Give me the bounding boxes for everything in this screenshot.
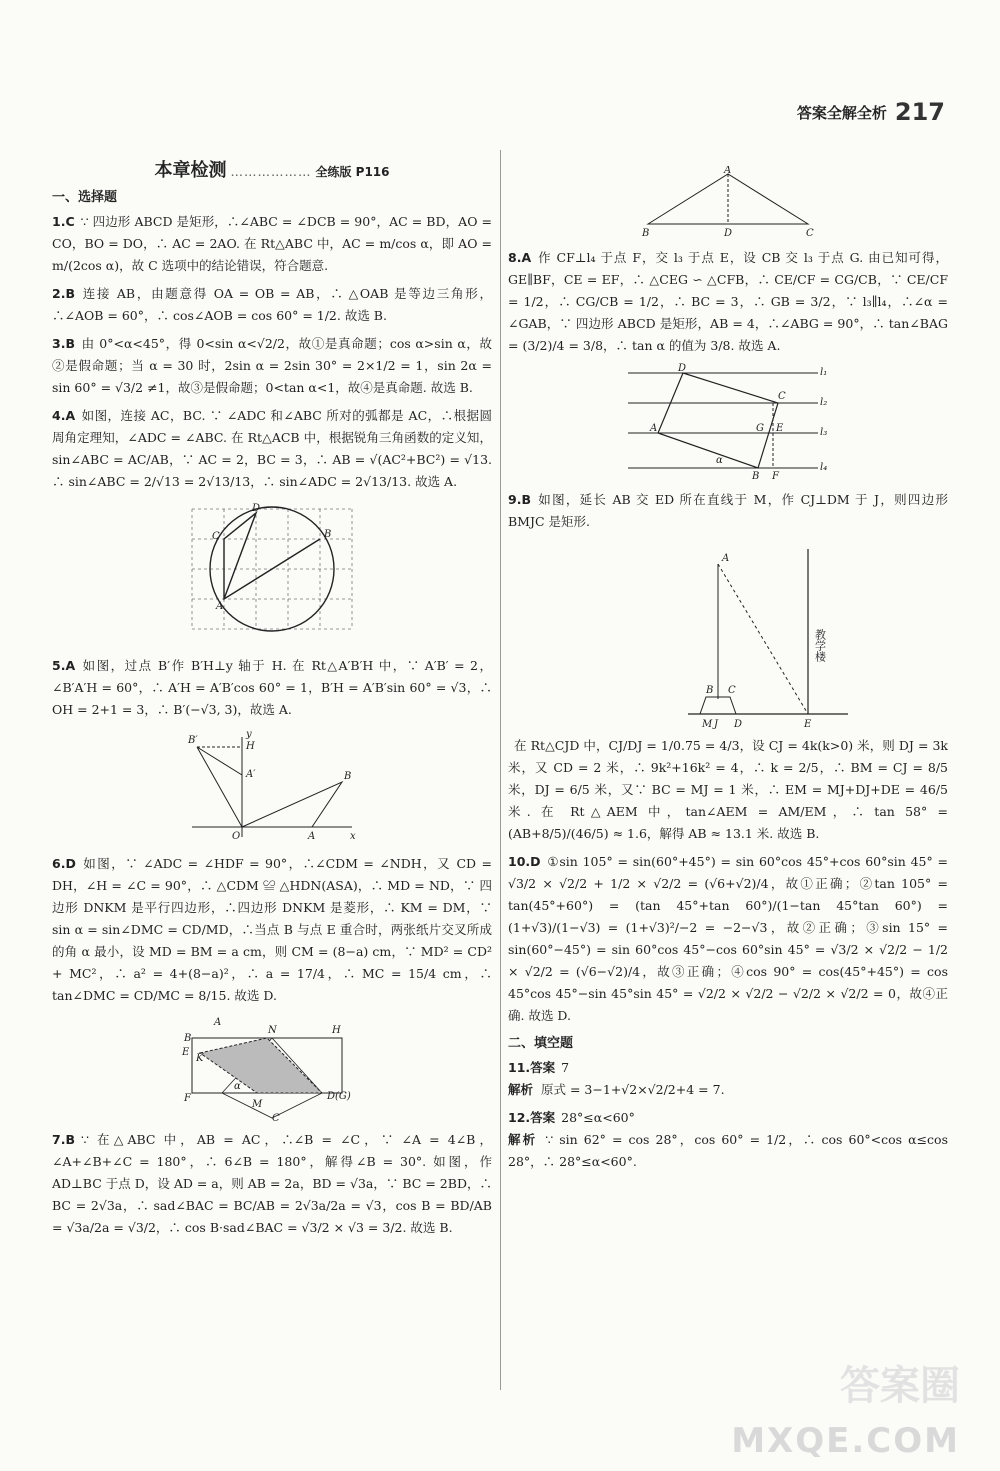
item-text: 作 CF⊥l₄ 于点 F，交 l₃ 于点 E，设 CB 交 l₃ 于点 G. 由已知可得，GE∥BF，CE = EF，∴ △CEG ∽ △CFB，∴ CE/CF = CG/CB，∵ CE/CF = 1/2，∴ CG/CB = 1/2，∴ BC = 3，∴ GB = 3/2，∵ l₃∥l₄，∴∠α = ∠GAB，∵ 四边形 ABCD 是矩形，AB = 4，∴∠ABG = 90°，∴ tan∠BAG = (3/2)/4 = 3/8，∴ tan α 的值为 3/8. 故选 A. [508, 250, 948, 353]
item-text: ∵ 在△ABC 中，AB = AC，∴∠B = ∠C，∵ ∠A = 4∠B，∠A+∠B+∠C = 180°，∴ 6∠B = 180°，解得∠B = 30°. 如图，作 AD⊥BC 于点 D，设 AD = a，则 AB = 2a，BD = √3a，∵ BC = 2BD，∴ BC = 2√3a，∴ sad∠BAC = BC/AB = 2√3a/2a = √3，cos B = BD/AB = √3a/2a = √3/2，∴ cos B·sad∠BAC = √3/2 × √3 = 3/2. 故选 B. [52, 1132, 492, 1235]
strips-figure [172, 1013, 372, 1123]
item-answer: 7 [561, 1060, 570, 1075]
label-B: B [752, 471, 760, 482]
label-O: O [232, 831, 241, 842]
item-text: 由 0°<α<45°，得 0<sin α<√2/2，故①是真命题；cos α>sin α，故②是假命题；当 α = 30 时，2sin α = 2sin 30° = 2×1/2 = 1，sin 2α = sin 60° = √3/2 ≠1，故③是假命题；0<tan α<1，故④是真命题. 故选 B. [52, 336, 492, 395]
label-G: G [756, 423, 764, 434]
item-number: 11.答案 [508, 1060, 556, 1075]
circle-grid-figure [182, 499, 362, 649]
answer-item [52, 333, 492, 399]
answer-item [508, 851, 948, 1027]
label-B: B [324, 529, 332, 540]
building-figure [598, 539, 858, 729]
label-H: H [246, 741, 255, 752]
label-A: A [724, 166, 732, 176]
answer-item [52, 853, 492, 1007]
answer-item [52, 211, 492, 277]
fill-item [508, 1107, 948, 1173]
label-x: x [350, 831, 356, 842]
label-alpha: α [716, 455, 723, 466]
item-number: 10.D [508, 854, 541, 869]
label-B: B [706, 685, 714, 696]
label-F: F [184, 1093, 191, 1104]
page-number: 217 [894, 98, 945, 126]
section-heading: 二、填空题 [508, 1036, 574, 1051]
label-A: A [214, 1017, 222, 1028]
chapter-title-text: 本章检测 [154, 160, 227, 181]
label-alpha: α [234, 1081, 241, 1092]
item-number: 12.答案 [508, 1110, 556, 1125]
label-C: C [806, 228, 814, 239]
label-C: C [212, 531, 220, 542]
right-column [508, 160, 948, 1179]
page-header [797, 98, 945, 126]
label-B: B [344, 771, 352, 782]
label-DG: D(G) [327, 1091, 351, 1102]
item-text: ①sin 105° = sin(60°+45°) = sin 60°cos 45°+cos 60°sin 45° = √3/2 × √2/2 + 1/2 × √2/2 = (√6+√2)/4，故①正确；②tan 105° = tan(45°+60°) = (tan 45°+tan 60°)/(1−tan 45°tan 60°) = (1+√3)/(1−√3) = (1+√3)²/−2 = −2−√3，故②正确；③sin 15° = sin(60°−45°) = sin 60°cos 45°−cos 60°sin 45° = √3/2 × √2/2 − 1/2 × √2/2 = (√6−√2)/4，故③正确；④cos 90° = cos(45°+45°) = cos 45°cos 45°−sin 45°sin 45° = √2/2 × √2/2 − √2/2 × √2/2 = 0，故④正确. 故选 D. [508, 854, 948, 1023]
item-number: 3.B [52, 336, 75, 351]
label-Ap: A′ [246, 769, 256, 780]
chapter-ref: 全练版 P116 [315, 165, 390, 179]
watermark-url: MXQE.COM [731, 1421, 960, 1461]
parallel-lines-figure [618, 363, 838, 483]
label-F: F [772, 471, 779, 482]
answer-item [508, 247, 948, 357]
header-title: 答案全解全析 [796, 103, 887, 122]
item-text: ∵ 四边形 ABCD 是矩形，∴∠ABC = ∠DCB = 90°，AC = BD，AO = CO，BO = DO，∴ AC = 2AO. 在 Rt△ABC 中，AC = m/cos α，即 AO = m/(2cos α)，故 C 选项中的结论错误，符合题意. [52, 214, 492, 273]
item-number: 9.B [508, 492, 531, 507]
label-A: A [722, 553, 730, 564]
answer-item [52, 1129, 492, 1239]
section-heading: 一、选择题 [52, 190, 118, 205]
chapter-dots: ……………… [230, 164, 312, 179]
label-D: D [678, 363, 687, 374]
left-column [52, 160, 492, 1245]
item-text: 如图，延长 AB 交 ED 所在直线于 M，作 CJ⊥DM 于 J，则四边形 BMJC 是矩形. [508, 492, 948, 529]
item-label: 解析 [508, 1132, 538, 1147]
item-number: 1.C [52, 214, 75, 229]
label-N: N [268, 1025, 277, 1036]
label-D: D [734, 719, 743, 729]
label-D: D [724, 228, 733, 239]
label-l2: l₂ [820, 397, 828, 408]
fill-item [508, 1057, 948, 1101]
label-M: M [252, 1099, 263, 1110]
item-text: 原式 = 3−1+√2×√2/2+4 = 7. [541, 1082, 725, 1097]
label-y: y [246, 729, 252, 740]
item-number: 6.D [52, 856, 76, 871]
answer-item [52, 655, 492, 721]
label-B: B [184, 1033, 192, 1044]
item-text: ∵ sin 62° = cos 28°，cos 60° = 1/2，∴ cos 60°<cos α≤cos 28°，∴ 28°≤α<60°. [508, 1132, 948, 1169]
item-number: 2.B [52, 286, 75, 301]
label-l1: l₁ [820, 367, 828, 378]
triangle-figure [628, 166, 828, 241]
item-text: 如图，连接 AC，BC. ∵ ∠ADC 和∠ABC 所对的弧都是 AC，∴根据圆周角定理知，∠ADC = ∠ABC. 在 Rt△ACB 中，根据锐角三角函数的定义知，sin∠ABC = AC/AB，∵ AC = 2，BC = 3，∴ AB = √(AC²+BC²) = √13. ∴ sin∠ABC = 2/√13 = 2√13/13，∴ sin∠ADC = 2√13/13. 故选 A. [52, 408, 492, 489]
label-J: J [714, 719, 719, 729]
label-M: M [702, 719, 713, 729]
item-text: 连接 AB，由题意得 OA = OB = AB，∴ △OAB 是等边三角形，∴∠AOB = 60°，∴ cos∠AOB = cos 60° = 1/2. 故选 B. [52, 286, 492, 323]
item-text: 在 Rt△CJD 中，CJ/DJ = 1/0.75 = 4/3，设 CJ = 4k(k>0) 米，则 DJ = 3k 米，又 CD = 2 米，∴ 9k²+16k² = 4，∴ k = 2/5，∴ BM = CJ = 8/5 米，DJ = 6/5 米，又∵ BC = MJ = 1 米，∴ EM = MJ+DJ+DE = 46/5 米. 在 Rt△AEM 中，tan∠AEM = AM/EM，∴ tan 58° = (AB+8/5)/(46/5) ≈ 1.6，解得 AB ≈ 13.1 米. 故选 B. [508, 738, 948, 841]
label-B: B [642, 228, 650, 239]
answer-item [508, 489, 948, 533]
chapter-title [52, 160, 492, 183]
label-l4: l₄ [820, 462, 828, 473]
label-C: C [272, 1113, 280, 1123]
label-C: C [728, 685, 736, 696]
label-E: E [776, 423, 784, 434]
answer-item [52, 405, 492, 493]
item-label: 解析 [508, 1082, 534, 1097]
label-A: A [308, 831, 316, 842]
label-E: E [182, 1047, 190, 1058]
answer-item [52, 283, 492, 327]
label-C: C [778, 391, 786, 402]
item-answer: 28°≤α<60° [561, 1110, 635, 1125]
label-K: K [196, 1053, 204, 1064]
item-text: 如图，过点 B′作 B′H⊥y 轴于 H. 在 Rt△A′B′H 中，∵ A′B′ = 2，∠B′A′H = 60°，∴ A′H = A′B′cos 60° = 1，B′H = A′B′sin 60° = √3，∴ OH = 2+1 = 3，∴ B′(−√3, 3)，故选 A. [52, 658, 492, 717]
label-D: D [252, 503, 261, 514]
item-number: 5.A [52, 658, 76, 673]
label-E: E [804, 719, 812, 729]
answer-item [508, 735, 948, 845]
item-number: 7.B [52, 1132, 75, 1147]
label-H: H [332, 1025, 341, 1036]
axes-figure [182, 727, 362, 847]
column-divider [500, 150, 501, 1390]
item-number: 8.A [508, 250, 532, 265]
label-l3: l₃ [820, 427, 828, 438]
label-A: A [650, 423, 658, 434]
item-text: 如图，∵ ∠ADC = ∠HDF = 90°，∴∠CDM = ∠NDH，又 CD = DH，∠H = ∠C = 90°，∴ △CDM ≌ △HDN(ASA)，∴ MD = ND，∵ 四边形 DNKM 是平行四边形，∴四边形 DNKM 是菱形，∴ KM = DM，∵ sin α = sin∠DMC = CD/MD，∴当点 B 与点 E 重合时，两张纸片交叉所成的角 α 最小，设 MD = BM = a cm，则 CM = (8−a) cm，∵ MD² = CD² + MC²，∴ a² = 4+(8−a)²，∴ a = 17/4，∴ MC = 15/4 cm，∴ tan∠DMC = CD/MC = 8/15. 故选 D. [52, 856, 492, 1003]
label-Bp: B′ [188, 735, 198, 746]
label-A: A [216, 601, 224, 612]
watermark-logo: 答案圈 [840, 1363, 960, 1409]
building-label: 教学楼 [813, 629, 827, 662]
item-number: 4.A [52, 408, 76, 423]
